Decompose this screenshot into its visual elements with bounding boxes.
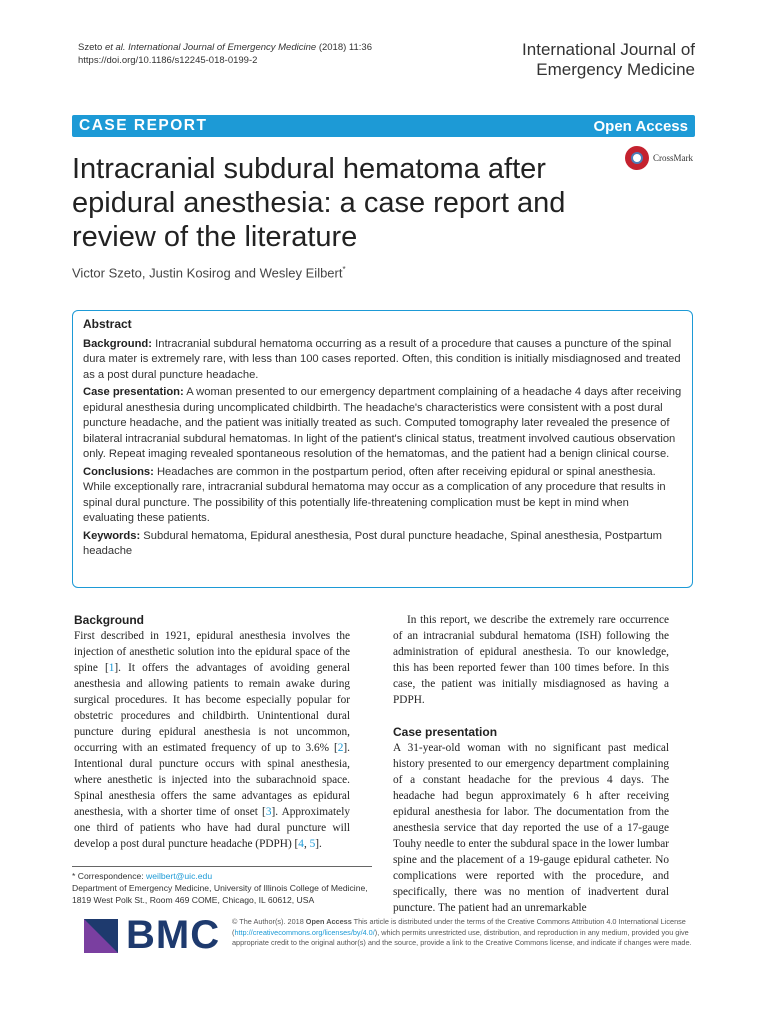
article-type-label: CASE REPORT xyxy=(79,117,208,134)
correspondence-email[interactable]: weilbert@uic.edu xyxy=(146,871,213,881)
bmc-logo-text: BMC xyxy=(126,913,221,957)
intro-paragraph: In this report, we describe the extremely rare occurrence of an intracranial subdural hematoma (ISH) following the administration of epidural anesthesia. To our knowledge, this has been reported fewer than 100 times before. In this case, the patient was initially misdiagnosed as having a PDPH. xyxy=(393,614,669,706)
ref-link-1[interactable]: 1 xyxy=(108,662,115,674)
license-link[interactable]: http://creativecommons.org/licenses/by/4.0/ xyxy=(234,927,375,937)
ref-link-3[interactable]: 3 xyxy=(265,806,272,818)
journal-name: International Journal of Emergency Medicine xyxy=(522,40,695,79)
section-heading-case: Case presentation xyxy=(393,725,498,739)
citation-header xyxy=(78,41,372,67)
crossmark-icon xyxy=(625,146,649,170)
correspondence-address: Department of Emergency Medicine, University of Illinois College of Medicine, 1819 West Polk St., Room 469 COME, Chicago, IL 60612, USA xyxy=(72,883,368,905)
left-column xyxy=(74,612,350,852)
corresponding-mark: * xyxy=(342,265,346,274)
citation-year-volume: (2018) 11:36 xyxy=(318,42,372,53)
correspondence-footnote: * Correspondence: weilbert@uic.edu Department of Emergency Medicine, University of Illinois College of Medicine, 1819 West Polk St., Room 469 COME, Chicago, IL 60612, USA xyxy=(72,866,372,906)
article-title: Intracranial subdural hematoma after epidural anesthesia: a case report and review of the literature xyxy=(72,153,566,253)
license-text: © The Author(s). 2018 Open Access This article is distributed under the terms of the Creative Commons Attribution 4.0 International License (http://creativecommons.org/licenses/by/4.0/), which permits unrestricted use, distribution, and reproduction in any medium, provided you give appropriate credit to the original author(s) and the source, provide a link to the Creative Commons license, and indicate if changes were made. xyxy=(232,917,692,947)
case-paragraph: A 31-year-old woman with no significant past medical history presented to our emergency department complaining of a constant headache for the previous 4 days. The headache had begun approximately 6 h after receiving epidural anesthesia for labor. The documentation from the anesthesia service that day reported the use of a 17-gauge Touhy needle to enter the subdural space in the lower lumbar spine and the placement of a 19-gauge epidural catheter. No complications were reported with the procedure, and specifically, there was no mention of inadvertent dural puncture. The patient had an unremarkable xyxy=(393,742,669,914)
ref-link-2[interactable]: 2 xyxy=(337,742,344,754)
abstract-case-presentation: Case presentation: A woman presented to our emergency department complaining of a headache 4 days after receiving epidural anesthesia during uncomplicated childbirth. The headache's characteristics were consistent with a post dural puncture headache, and the patient was initially treated as such. Computed tomography later revealed the presence of bilateral intracranial subdural hematomas. In light of the patient's clinical status, treatment involved cautious observation only. Repeat imaging revealed spontaneous resolution of the hematomas, and the patient had a benign clinical course. xyxy=(83,386,682,460)
citation-authors: Szeto xyxy=(78,42,103,53)
abstract-heading: Abstract xyxy=(83,317,132,331)
doi-link[interactable]: https://doi.org/10.1186/s12245-018-0199-2 xyxy=(78,55,258,66)
background-paragraph: First described in 1921, epidural anesthesia involves the injection of anesthetic solution into the epidural space of the spine [1]. It offers the advantages of avoiding general anesthesia and allowing patients to remain awake during surgical procedures. It has become especially popular for obstetric procedures and childbirth. Unintentional dural puncture during epidural anesthesia is not uncommon, occurring with an estimated frequency of up to 3.6% [2]. Intentional dural puncture occurs with spinal anesthesia, where anesthetic is injected into the subarachnoid space. Spinal anesthesia offers the same advantages as epidural anesthesia, with a shorter time of onset [3]. Approximately one third of patients who have had dural puncture will develop a post dural puncture headache (PDPH) [4, 5]. xyxy=(74,630,350,850)
abstract-keywords: Keywords: Subdural hematoma, Epidural anesthesia, Post dural puncture headache, Spinal anesthesia, Postpartum headache xyxy=(83,529,662,557)
open-access-label: Open Access xyxy=(593,117,688,135)
abstract-background: Background: Intracranial subdural hematoma occurring as a result of a procedure that causes a puncture of the spinal dura mater is extremely rare, with less than 100 cases reported. Often, this condition is initially misdiagnosed and treated as a post dural puncture headache. xyxy=(83,337,681,381)
right-column xyxy=(393,612,669,916)
citation-journal: et al. International Journal of Emergency Medicine xyxy=(104,42,317,53)
crossmark-label: CrossMark xyxy=(653,153,693,163)
ref-link-4[interactable]: 4 xyxy=(298,838,304,850)
author-list: Victor Szeto, Justin Kosirog and Wesley Eilbert* xyxy=(72,265,346,281)
bmc-logo-icon xyxy=(84,919,118,953)
abstract-box xyxy=(72,310,693,588)
bmc-logo xyxy=(84,913,220,958)
abstract-conclusions: Conclusions: Headaches are common in the postpartum period, often after receiving epidural or spinal anesthesia. While exceptionally rare, intracranial subdural hematoma may occur as a complication of any procedure that results in spinal dural puncture. The possibility of this potentially life-threatening complication must be kept in mind when evaluating these patients. xyxy=(83,465,666,524)
ref-link-5[interactable]: 5 xyxy=(309,838,316,850)
crossmark-button[interactable] xyxy=(625,146,693,170)
section-heading-background: Background xyxy=(74,613,145,627)
article-type-bar xyxy=(72,115,695,137)
